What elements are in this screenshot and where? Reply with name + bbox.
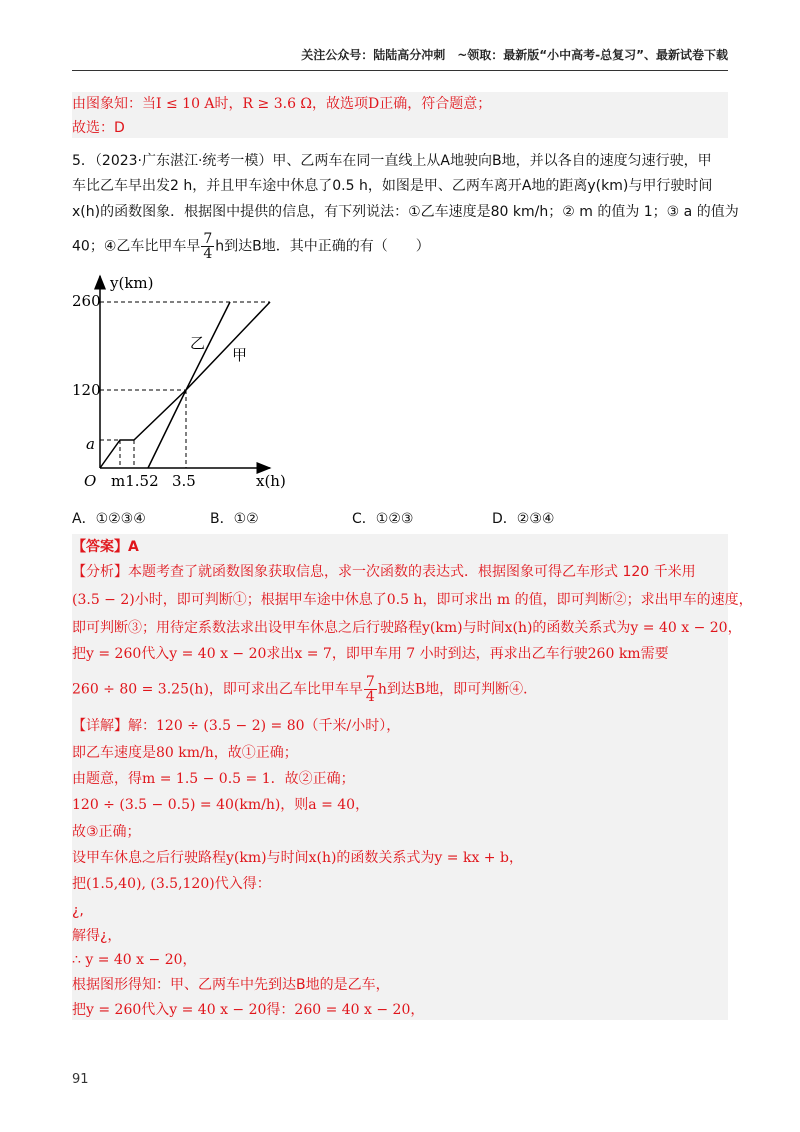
fraction [201, 232, 214, 261]
detail-line-4: 120 ÷ (3.5 − 0.5) = 40(km/h)，则a = 40， [72, 797, 370, 813]
detail-line-1: 【详解】解：120 ÷ (3.5 − 2) = 80（千米/小时）， [72, 718, 401, 734]
page-number: 91 [72, 1072, 89, 1087]
question-line-4-post: h到达B地．其中正确的有（ ） [215, 238, 430, 255]
analysis-line-5-pre: 260 ÷ 80 = 3.25(h)，即可求出乙车比甲车早 [72, 681, 363, 698]
series-line-yi [148, 302, 230, 468]
question-line-4 [72, 232, 728, 261]
detail-line-12: 把y = 260代入y = 40 x − 20得：260 = 40 x − 20， [72, 1002, 425, 1018]
prev-line-1: 由图象知：当I ≤ 10 A时，R ≥ 3.6 Ω，故选项D正确，符合题意； [72, 96, 492, 112]
detail-line-6: 设甲车休息之后行驶路程y(km)与时间x(h)的函数关系式为y = kx + b， [72, 850, 523, 866]
analysis-fraction [364, 675, 377, 704]
analysis-line-3: 即可判断③；用待定系数法求出设甲车休息之后行驶路程y(km)与时间x(h)的函数关系式为y = 40 x − 20， [72, 620, 742, 636]
dashed-guides [100, 302, 270, 468]
x-axis-label: x(h) [256, 472, 286, 490]
tick-label-120: 120 [72, 381, 101, 399]
y-axis-label: y(km) [110, 274, 154, 292]
detail-line-9: 解得¿， [72, 928, 122, 944]
series-line-jia [100, 302, 270, 468]
tick-label-3-5: 3.5 [172, 472, 196, 490]
analysis-fraction-num: 7 [365, 674, 375, 690]
tick-label-260: 260 [72, 292, 101, 310]
analysis-line-5-post: h到达B地，即可判断④． [377, 681, 538, 698]
series-lines [100, 302, 270, 468]
series-label-jia: 甲 [232, 346, 248, 364]
question-line-2: 车比乙车早出发2 h，并且甲车途中休息了0.5 h，如图是甲、乙两车离开A地的距离y(km)与甲行驶时间 [72, 178, 713, 194]
detail-line-3: 由题意，得m = 1.5 − 0.5 = 1．故②正确； [72, 771, 355, 787]
tick-label-x: m1.52 [111, 472, 159, 490]
detail-line-11: 根据图形得知：甲、乙两车中先到达B地的是乙车， [72, 977, 390, 993]
series-label-yi: 乙 [190, 334, 206, 352]
analysis-line-2: (3.5 − 2)小时，即可判断①；根据甲车途中休息了0.5 h，即可求出 m 的值，即可判断②；求出甲车的速度， [72, 592, 753, 608]
tick-label-a: a [86, 435, 95, 453]
option-b: B．①② [210, 511, 259, 527]
option-a: A．①②③④ [72, 511, 146, 527]
function-graph [72, 268, 312, 500]
header-rule [72, 70, 728, 71]
page-header: 关注公众号：陆陆高分冲刺 ~领取：最新版“小中高考-总复习”、最新试卷下载 [301, 48, 728, 62]
origin-label: O [84, 472, 97, 490]
analysis-line-1: 【分析】本题考查了就函数图象获取信息，求一次函数的表达式．根据图象可得乙车形式 120 千米用 [72, 564, 696, 580]
detail-line-10: ∴ y = 40 x − 20， [72, 952, 197, 968]
fraction-num: 7 [203, 231, 213, 247]
analysis-line-5 [72, 675, 728, 704]
question-line-3: x(h)的函数图象．根据图中提供的信息，有下列说法：①乙车速度是80 km/h；② m 的值为 1；③ a 的值为 [72, 204, 739, 220]
analysis-fraction-den: 4 [365, 689, 375, 705]
detail-line-5: 故③正确； [72, 824, 141, 840]
analysis-line-4: 把y = 260代入y = 40 x − 20求出x = 7，即甲车用 7 小时到达，再求出乙车行驶260 km需要 [72, 646, 669, 662]
fraction-den: 4 [203, 246, 213, 262]
detail-line-7: 把(1.5,40), (3.5,120)代入得： [72, 876, 271, 892]
detail-line-2: 即乙车速度是80 km/h，故①正确； [72, 745, 298, 761]
option-d: D．②③④ [492, 511, 555, 527]
detail-line-8: ¿, [72, 903, 84, 919]
prev-line-2: 故选：D [72, 120, 125, 136]
option-c: C．①②③ [352, 511, 414, 527]
answer-label: 【答案】A [72, 539, 139, 555]
question-line-1: 5．（2023·广东湛江·统考一模）甲、乙两车在同一直线上从A地驶向B地，并以各自的速度匀速行驶，甲 [72, 153, 712, 169]
question-line-4-pre: 40；④乙车比甲车早 [72, 238, 201, 255]
